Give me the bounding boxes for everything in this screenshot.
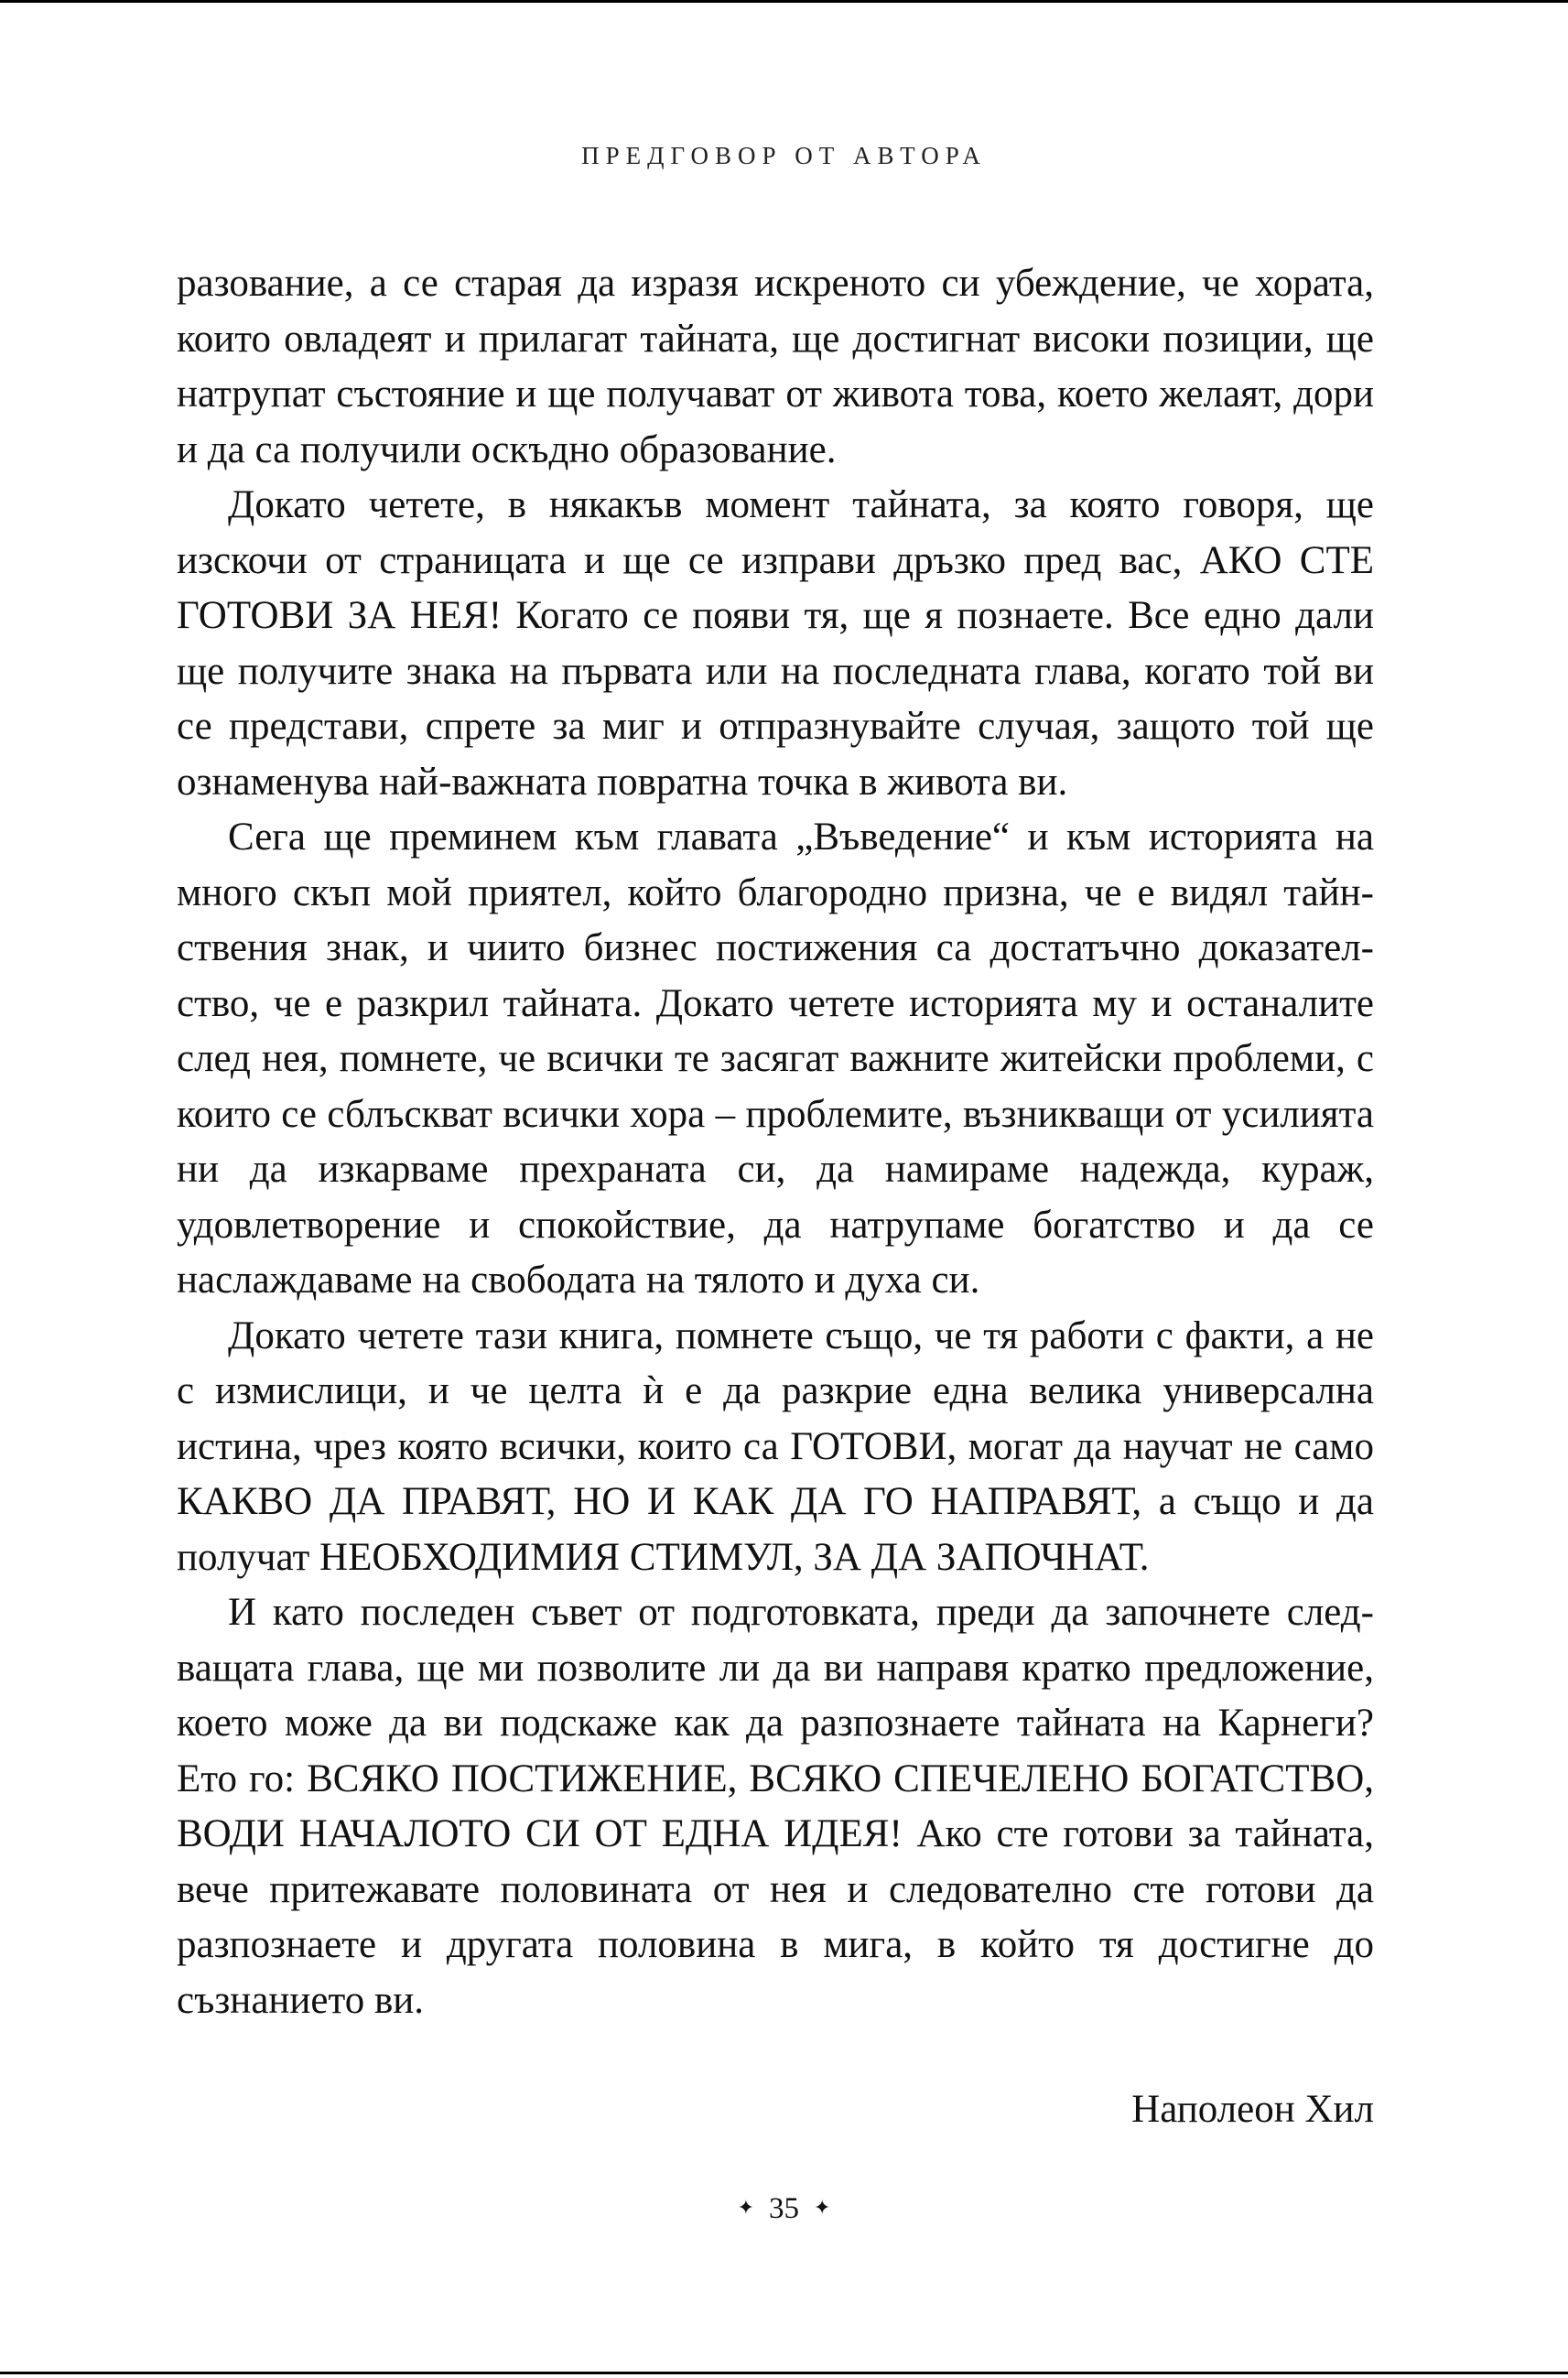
running-head: ПРЕДГОВОР ОТ АВТОРА — [581, 142, 987, 169]
folio — [0, 2189, 1568, 2231]
paragraph-2: Докато четете, в някакъв момент тайната, за която говоря, ще изскочи от страницата и ще се изправи дръзко пред вас, АКО СТЕ ГОТОВИ ЗА НЕЯ! Когато се появи тя, ще я познаете. Все едно дали ще получите знака на първата или на последната глава, когато той ви се представи, спрете за миг и отпразнувайте случая, защото той ще ознаменува най-важната повратна точка в живота ви. — [177, 483, 1374, 804]
bottom-border-line — [0, 2372, 1568, 2374]
page-number: 35 — [769, 2192, 799, 2225]
ornament-star-icon: ✦ — [737, 2196, 754, 2220]
paragraph-1: разование, а се старая да изразя искреното си убеждение, че хората, които овладеят и прилагат тайната, ще достигнат високи позиции, ще натрупат състояние и ще получават от живота това, което желаят, дори и да са получили оскъдно образование. — [177, 262, 1374, 471]
ornament-star-icon: ✦ — [814, 2196, 831, 2220]
author-signature: Наполеон Хил — [1131, 2088, 1374, 2131]
paragraph-3: Сега ще преминем към главата „Въведение“ и към историята на много скъп мой приятел, който благородно призна, че е видял тайнствения знак, и чиито бизнес постижения са достатъчно доказателство, че е разкрил тайната. Докато четете историята му и останалите след нея, помнете, че всички те засягат важните житейски проблеми, с които се сблъскват всички хора – проблемите, възникващи от усилията ни да изкарваме прехраната си, да намираме надежда, кураж, удовлетворение и спокойствие, да натрупаме богатство и да се наслаждаваме на свободата на тялото и духа си. — [177, 816, 1374, 1302]
paragraph-5: И като последен съвет от подготовката, преди да започнете следващата глава, ще ми позволите ли да ви направя кратко предложение, което може да ви подскаже как да разпознаете тайната на Карнеги? Ето го: ВСЯКО ПОСТИЖЕНИЕ, ВСЯКО СПЕЧЕЛЕНО БОГАТСТВО, ВОДИ НАЧАЛОТО СИ ОТ ЕДНА ИДЕЯ! Ако сте готови за тайната, вече притежавате половината от нея и следователно сте готови да разпознаете и другата половина в мига, в който тя достигне до съзнанието ви. — [177, 1591, 1374, 2022]
body-text — [177, 256, 1374, 2028]
top-border-line — [0, 0, 1568, 3]
paragraph-4: Докато четете тази книга, помнете също, че тя работи с факти, а не с измислици, и че целта ѝ е да разкрие една велика универсална истина, чрез която всички, които са ГОТОВИ, могат да научат не само КАКВО ДА ПРАВЯТ, НО И КАК ДА ГО НАПРАВЯТ, а също и да получат НЕОБХОДИМИЯ СТИМУЛ, ЗА ДА ЗАПОЧНАТ. — [177, 1313, 1374, 1579]
